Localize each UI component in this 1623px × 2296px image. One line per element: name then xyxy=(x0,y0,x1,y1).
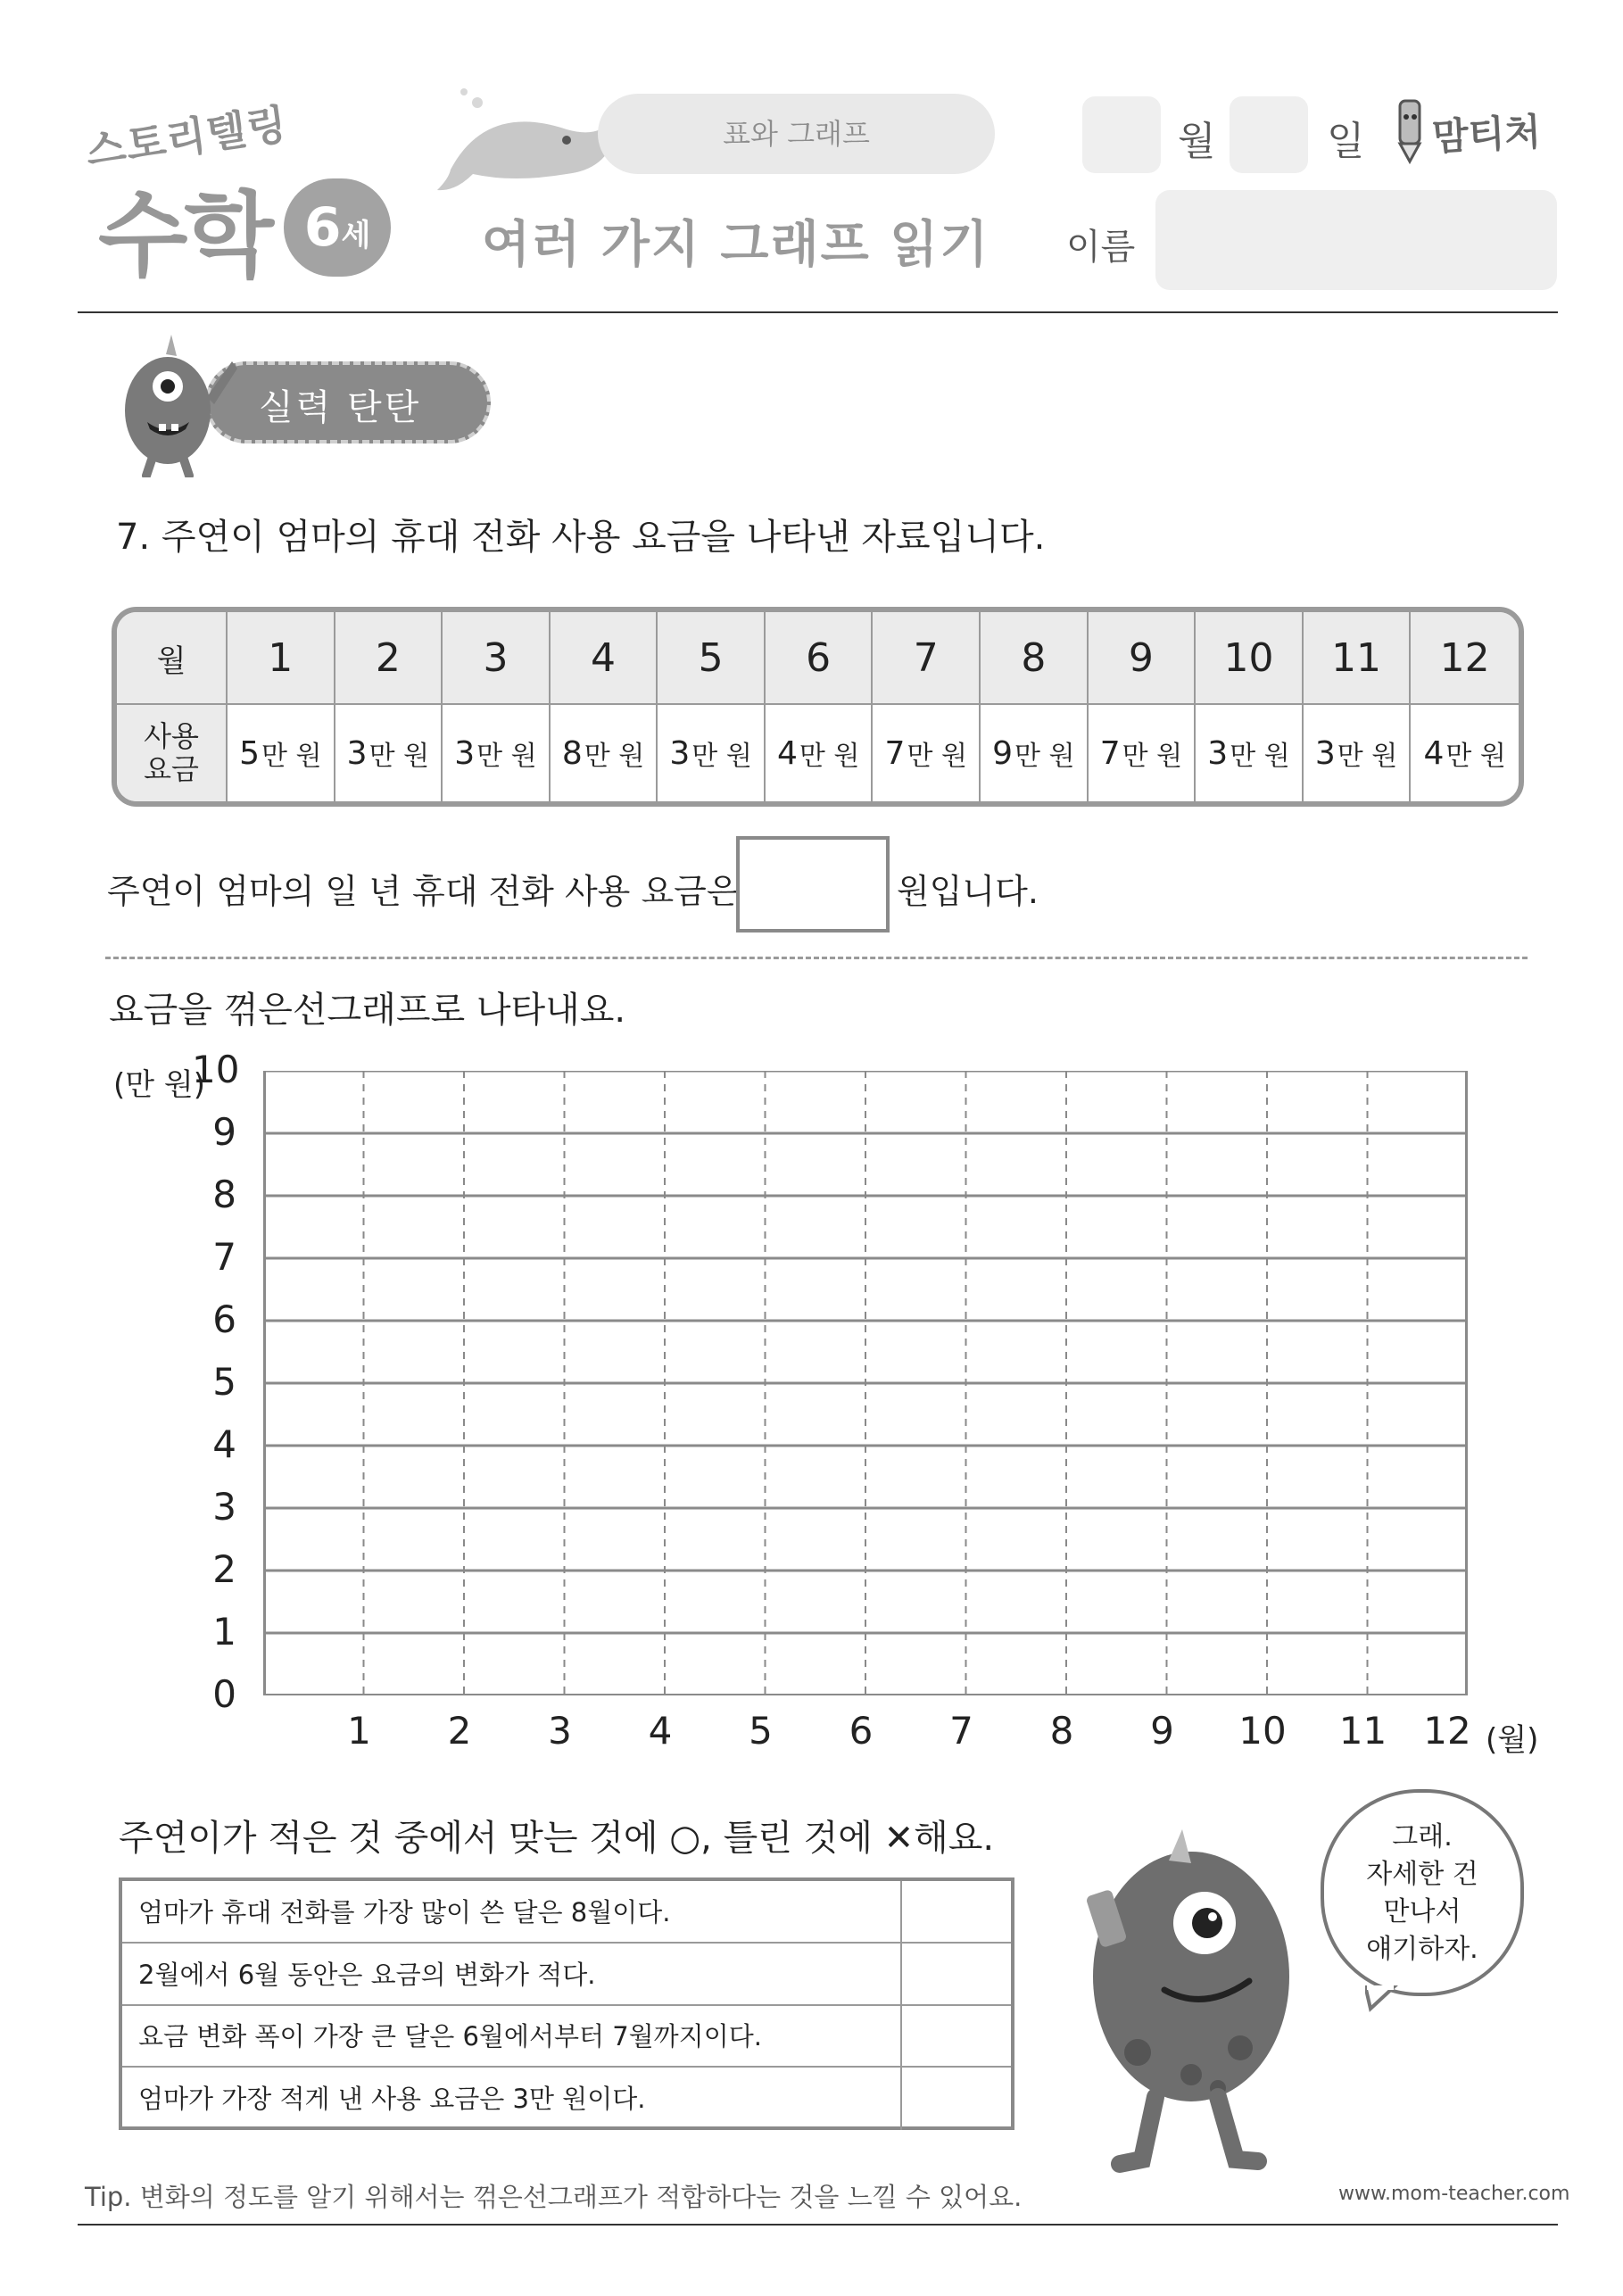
table-cell-month: 11 xyxy=(1304,612,1412,703)
x-tick-label: 10 xyxy=(1238,1709,1287,1753)
fee-value: 8 xyxy=(561,734,583,772)
y-tick-label: 4 xyxy=(212,1422,236,1466)
table-cell-month: 5 xyxy=(658,612,766,703)
y-tick-label: 5 xyxy=(212,1360,236,1404)
table-cell-month: 3 xyxy=(443,612,551,703)
statement-answer-cell[interactable] xyxy=(900,1881,1013,1942)
fee-unit: 만 원 xyxy=(584,741,645,772)
speech-bubble-text xyxy=(1321,1819,1524,1969)
month-field[interactable] xyxy=(1082,96,1161,173)
x-tick-label: 5 xyxy=(749,1709,773,1753)
table-cell-fee xyxy=(443,705,551,801)
statement-answer-cell[interactable] xyxy=(900,1944,1013,2004)
y-tick-label: 10 xyxy=(192,1048,240,1091)
x-tick-label: 11 xyxy=(1338,1709,1387,1753)
table-cell-month: 2 xyxy=(335,612,443,703)
topic-pill: 표와 그래프 xyxy=(598,94,995,174)
graph-instruction: 요금을 꺾은선그래프로 나타내요. xyxy=(109,990,626,1031)
fee-unit: 만 원 xyxy=(261,741,322,772)
fee-value: 3 xyxy=(454,734,476,772)
table-cell-month: 4 xyxy=(551,612,658,703)
logo-age-number: 6 xyxy=(303,196,342,259)
annual-total-answer-box[interactable] xyxy=(736,836,890,932)
answer-sentence-prefix: 주연이 엄마의 일 년 휴대 전화 사용 요금은 xyxy=(107,872,740,911)
table-cell-fee xyxy=(1411,705,1519,801)
y-tick-label: 9 xyxy=(212,1110,236,1154)
table-cell-fee xyxy=(228,705,335,801)
header-divider xyxy=(78,311,1558,313)
instruction-part2: , 틀린 것에 xyxy=(700,1818,873,1859)
x-tick-label: 6 xyxy=(849,1709,874,1753)
table-header-fee xyxy=(117,705,228,801)
fee-value: 9 xyxy=(992,734,1014,772)
logo-age-suffix: 세 xyxy=(341,218,371,253)
table-row-month xyxy=(117,612,1519,705)
speech-bubble-line: 만나서 xyxy=(1383,1896,1462,1927)
table-row-fee xyxy=(117,705,1519,801)
y-tick-label: 6 xyxy=(212,1297,236,1341)
table-header-fee-line1: 사용 xyxy=(144,719,199,754)
fee-value: 3 xyxy=(669,734,691,772)
table-cell-fee xyxy=(981,705,1089,801)
table-cell-fee xyxy=(873,705,981,801)
table-cell-month: 7 xyxy=(873,612,981,703)
speech-bubble-line: 얘기하자. xyxy=(1366,1934,1478,1965)
month-label: 월 xyxy=(1178,119,1216,164)
statement-text: 요금 변화 폭이 가장 큰 달은 6월에서부터 7월까지이다. xyxy=(138,2021,762,2051)
table-cell-fee xyxy=(551,705,658,801)
table-cell-fee xyxy=(766,705,874,801)
logo-age-badge xyxy=(284,178,391,277)
fee-unit: 만 원 xyxy=(476,741,537,772)
pencil-mascot-icon xyxy=(1387,94,1432,165)
fee-value: 3 xyxy=(1207,734,1229,772)
statement-row xyxy=(122,1881,1011,1944)
statement-text: 엄마가 가장 적게 낸 사용 요금은 3만 원이다. xyxy=(138,2083,646,2114)
y-tick-label: 2 xyxy=(212,1547,236,1591)
fee-data-table xyxy=(112,607,1524,807)
speech-bubble-tail-icon xyxy=(1365,1985,1401,2012)
fee-unit: 만 원 xyxy=(799,741,860,772)
y-tick-label: 7 xyxy=(212,1235,236,1279)
x-tick-label: 4 xyxy=(648,1709,673,1753)
fee-unit: 만 원 xyxy=(907,741,967,772)
footer-tip: Tip. 변화의 정도를 알기 위해서는 꺾은선그래프가 적합하다는 것을 느낄 수 있어요. xyxy=(85,2182,1023,2212)
fee-value: 4 xyxy=(776,734,798,772)
fee-value: 5 xyxy=(239,734,260,772)
fee-value: 4 xyxy=(1423,734,1445,772)
fee-unit: 만 원 xyxy=(1122,741,1183,772)
fee-value: 3 xyxy=(1314,734,1336,772)
table-cell-fee xyxy=(335,705,443,801)
name-field[interactable] xyxy=(1155,190,1557,290)
table-cell-month: 9 xyxy=(1089,612,1197,703)
fee-value: 7 xyxy=(1099,734,1121,772)
table-cell-month: 1 xyxy=(228,612,335,703)
x-tick-label: 9 xyxy=(1150,1709,1174,1753)
x-tick-label: 8 xyxy=(1049,1709,1074,1753)
logo-series-title: 스토리텔링 xyxy=(82,99,291,176)
question-text: 7. 주연이 엄마의 휴대 전화 사용 요금을 나타낸 자료입니다. xyxy=(116,517,1046,558)
fee-unit: 만 원 xyxy=(368,741,430,772)
table-cell-month: 10 xyxy=(1196,612,1304,703)
footer-divider xyxy=(78,2224,1558,2226)
y-tick-label: 8 xyxy=(212,1173,236,1216)
table-cell-fee xyxy=(1304,705,1412,801)
statement-row xyxy=(122,2005,1011,2068)
section-dashed-divider xyxy=(105,957,1528,959)
y-tick-label: 3 xyxy=(212,1485,236,1529)
fee-unit: 만 원 xyxy=(1014,741,1075,772)
fee-value: 3 xyxy=(346,734,368,772)
y-axis-unit: (만 원) xyxy=(113,1067,206,1103)
statement-text: 2월에서 6월 동안은 요금의 변화가 적다. xyxy=(138,1959,596,1990)
table-header-fee-line2: 요금 xyxy=(144,752,199,786)
fee-unit: 만 원 xyxy=(1230,741,1290,772)
x-tick-label: 2 xyxy=(447,1709,472,1753)
y-tick-label: 1 xyxy=(212,1610,236,1654)
x-tick-label: 3 xyxy=(548,1709,572,1753)
y-tick-label: 0 xyxy=(212,1672,236,1716)
true-false-table xyxy=(119,1877,1014,2130)
line-graph-grid[interactable] xyxy=(263,1071,1468,1695)
table-cell-month: 6 xyxy=(766,612,874,703)
statement-row xyxy=(122,2068,1011,2130)
speech-bubble-line: 자세한 건 xyxy=(1366,1859,1478,1890)
fee-value: 7 xyxy=(884,734,906,772)
table-header-month-label: 월 xyxy=(156,642,186,679)
day-field[interactable] xyxy=(1230,96,1308,173)
statement-text: 엄마가 휴대 전화를 가장 많이 쓴 달은 8월이다. xyxy=(138,1897,671,1927)
statement-answer-cell[interactable] xyxy=(900,2068,1013,2130)
table-cell-month: 12 xyxy=(1411,612,1519,703)
instruction-part1: 주연이가 적은 것 중에서 맞는 것에 xyxy=(119,1818,658,1859)
table-cell-month: 8 xyxy=(981,612,1089,703)
x-tick-label: 1 xyxy=(347,1709,371,1753)
table-cell-fee xyxy=(658,705,766,801)
monster-waving-icon xyxy=(107,326,241,477)
x-tick-label: 12 xyxy=(1423,1709,1471,1753)
fee-unit: 만 원 xyxy=(691,741,752,772)
brand-logo: 맘티처 xyxy=(1430,109,1543,160)
answer-sentence-suffix: 원입니다. xyxy=(897,872,1039,911)
fee-unit: 만 원 xyxy=(1445,741,1506,772)
statement-answer-cell[interactable] xyxy=(900,2005,1013,2066)
circle-symbol: ○ xyxy=(669,1818,701,1859)
instruction-part3: 해요. xyxy=(914,1818,995,1859)
footer-website: www.mom-teacher.com xyxy=(1338,2183,1570,2205)
x-axis-unit: (월) xyxy=(1486,1722,1539,1758)
statements-instruction xyxy=(119,1810,994,1861)
speech-bubble-line: 그래. xyxy=(1392,1821,1453,1853)
fee-unit: 만 원 xyxy=(1337,741,1398,772)
statement-row xyxy=(122,1944,1011,2006)
table-cell-fee xyxy=(1089,705,1197,801)
table-cell-fee xyxy=(1196,705,1304,801)
table-header-month xyxy=(117,612,228,703)
day-label: 일 xyxy=(1327,119,1365,164)
cross-symbol: ✕ xyxy=(883,1818,915,1859)
name-label: 이름 xyxy=(1066,227,1136,268)
x-tick-label: 7 xyxy=(949,1709,973,1753)
logo-subject-title: 수학 xyxy=(98,181,270,290)
page-subtitle: 여러 가지 그래프 읽기 xyxy=(482,216,990,274)
section-badge-label: 실력 탄탄 xyxy=(259,387,422,428)
monster-phone-icon xyxy=(1057,1820,1325,2177)
